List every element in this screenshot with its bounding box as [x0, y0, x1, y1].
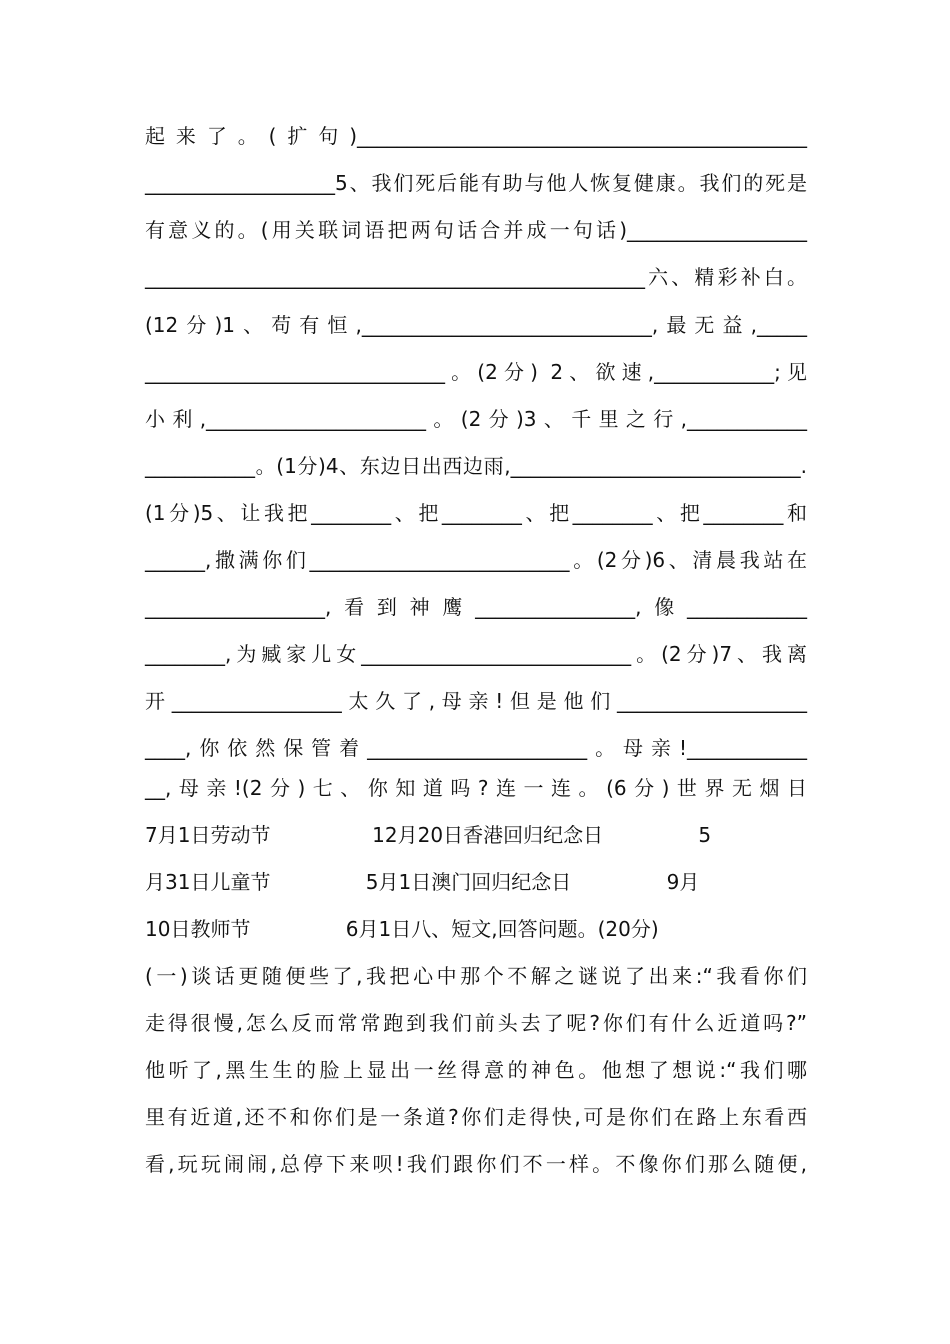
text-line: ______,撒满你们__________________________。(2分)6、清晨我站在 — [145, 548, 807, 572]
text-line: __________________________________________________六、精彩补白。 — [145, 265, 807, 289]
text-line: ___________。(1分)4、东边日出西边雨,_____________________________. — [145, 454, 807, 478]
text-line: 7月1日劳动节 12月20日香港回归纪念日 5 — [145, 823, 712, 847]
text-line: 有意义的。(用关联词语把两句话合并成一句话)__________________ — [145, 218, 807, 242]
text-line: (一)谈话更随便些了,我把心中那个不解之谜说了出来:“我看你们 — [145, 964, 807, 988]
text-line: ______________________________。(2分) 2、欲速,____________;见 — [145, 360, 807, 384]
text-line: (12分)1、苟有恒,_____________________________,最无益,_____ — [145, 313, 807, 337]
text-line: __,母亲!(2分)七、你知道吗?连一连。(6分)世界无烟日 — [145, 776, 807, 800]
text-line: (1分)5、让我把________、把________、把________、把________和 — [145, 501, 807, 525]
text-line: 小利,______________________。(2分)3、千里之行,____________ — [145, 407, 807, 431]
text-line: ___________________5、我们死后能有助与他人恢复健康。我们的死是 — [145, 171, 807, 195]
text-line: 月31日儿童节 5月1日澳门回归纪念日 9月 — [145, 870, 700, 894]
text-line: 里有近道,还不和你们是一条道?你们走得快,可是你们在路上东看西 — [145, 1105, 807, 1129]
text-line: 他听了,黑生生的脸上显出一丝得意的神色。他想了想说:“我们哪 — [145, 1058, 807, 1082]
text-line: 开_________________太久了,母亲!但是他们___________________ — [145, 689, 807, 713]
text-line: 走得很慢,怎么反而常常跑到我们前头去了呢?你们有什么近道吗?” — [145, 1011, 807, 1035]
text-line: __________________,看到神鹰________________,像____________ — [145, 595, 807, 619]
text-line: 10日教师节 6月1日八、短文,回答问题。(20分) — [145, 917, 659, 941]
text-line: 起来了。(扩句)_____________________________________________ — [145, 124, 807, 148]
text-line: ________,为臧家儿女___________________________。(2分)7、我离 — [145, 642, 807, 666]
text-line: ____,你依然保管着______________________。母亲!____________ — [145, 736, 807, 760]
text-line: 看,玩玩闹闹,总停下来呗!我们跟你们不一样。不像你们那么随便, — [145, 1152, 807, 1176]
